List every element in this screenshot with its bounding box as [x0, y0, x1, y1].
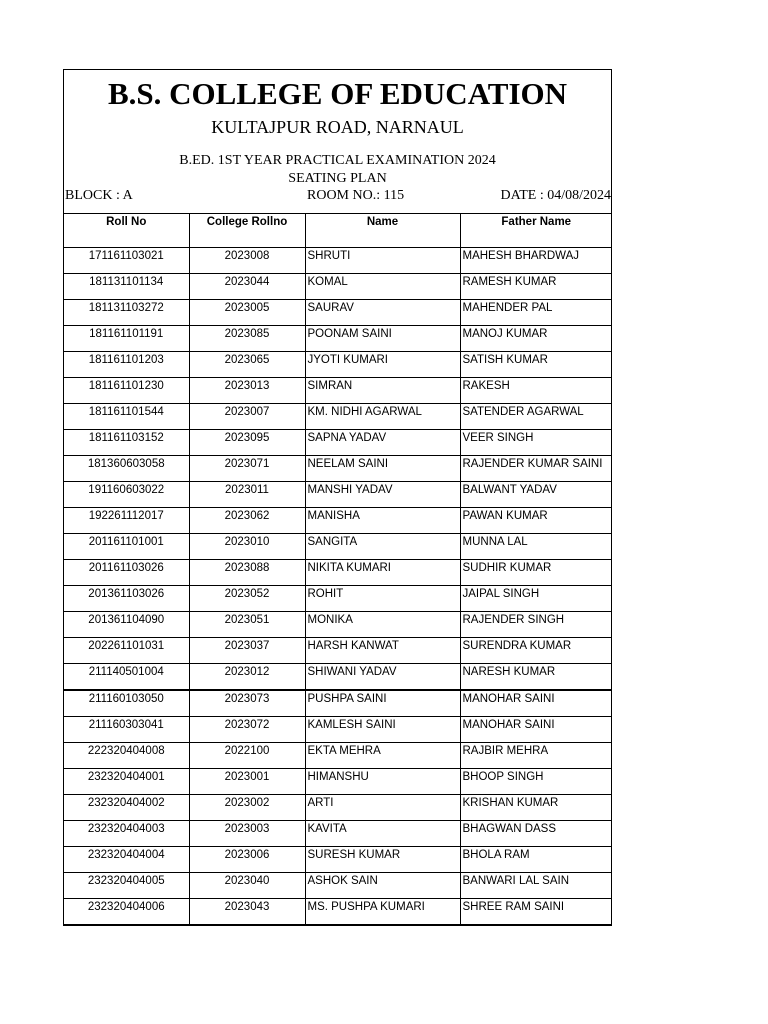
- name-cell: KOMAL: [305, 274, 460, 300]
- college-rollno-cell: 2023044: [189, 274, 305, 300]
- father-name-cell: BALWANT YADAV: [460, 482, 612, 508]
- table-row: [64, 326, 612, 352]
- table-row: [64, 743, 612, 769]
- roll-no-cell: 211160303041: [64, 717, 189, 743]
- father-name-cell: SUDHIR KUMAR: [460, 560, 612, 586]
- table-row: [64, 560, 612, 586]
- college-rollno-cell: 2023003: [189, 821, 305, 847]
- name-cell: SAURAV: [305, 300, 460, 326]
- name-cell: SANGITA: [305, 534, 460, 560]
- father-name-cell: MUNNA LAL: [460, 534, 612, 560]
- roll-no-cell: 191160603022: [64, 482, 189, 508]
- college-rollno-cell: 2023095: [189, 430, 305, 456]
- college-title: B.S. COLLEGE OF EDUCATION: [107, 76, 568, 111]
- table-row: [64, 508, 612, 534]
- college-rollno-cell: 2023007: [189, 404, 305, 430]
- name-cell: KM. NIDHI AGARWAL: [305, 404, 460, 430]
- name-cell: SURESH KUMAR: [305, 847, 460, 873]
- college-rollno-cell: 2023062: [189, 508, 305, 534]
- column-header-college-rollno: College Rollno: [189, 214, 305, 248]
- father-name-cell: SATENDER AGARWAL: [460, 404, 612, 430]
- college-address: KULTAJPUR ROAD, NARNAUL: [211, 117, 464, 137]
- college-rollno-cell: 2023013: [189, 378, 305, 404]
- father-name-cell: JAIPAL SINGH: [460, 586, 612, 612]
- plan-title: SEATING PLAN: [288, 171, 387, 186]
- table-row: [64, 899, 612, 926]
- roll-no-cell: 181131101134: [64, 274, 189, 300]
- father-name-cell: BANWARI LAL SAIN: [460, 873, 612, 899]
- college-rollno-cell: 2022100: [189, 743, 305, 769]
- roll-no-cell: 181161103152: [64, 430, 189, 456]
- father-name-cell: BHOLA RAM: [460, 847, 612, 873]
- table-header-row: [64, 214, 612, 248]
- table-row: [64, 769, 612, 795]
- roll-no-cell: 201161103026: [64, 560, 189, 586]
- table-row: [64, 534, 612, 560]
- college-rollno-cell: 2023006: [189, 847, 305, 873]
- table-row: [64, 300, 612, 326]
- name-cell: KAMLESH SAINI: [305, 717, 460, 743]
- table-row: [64, 690, 612, 717]
- table-row: [64, 795, 612, 821]
- name-cell: SIMRAN: [305, 378, 460, 404]
- father-name-cell: MAHESH BHARDWAJ: [460, 248, 612, 274]
- roll-no-cell: 181131103272: [64, 300, 189, 326]
- college-rollno-cell: 2023010: [189, 534, 305, 560]
- name-cell: HIMANSHU: [305, 769, 460, 795]
- college-rollno-cell: 2023001: [189, 769, 305, 795]
- father-name-cell: MAHENDER PAL: [460, 300, 612, 326]
- block-label: BLOCK : A: [65, 188, 133, 203]
- roll-no-cell: 181161101203: [64, 352, 189, 378]
- father-name-cell: BHOOP SINGH: [460, 769, 612, 795]
- college-rollno-cell: 2023011: [189, 482, 305, 508]
- table-row: [64, 612, 612, 638]
- father-name-cell: RAJENDER KUMAR SAINI: [460, 456, 612, 482]
- roll-no-cell: 201161101001: [64, 534, 189, 560]
- father-name-cell: RAMESH KUMAR: [460, 274, 612, 300]
- father-name-cell: SHREE RAM SAINI: [460, 899, 612, 926]
- table-row: [64, 482, 612, 508]
- roll-no-cell: 171161103021: [64, 248, 189, 274]
- table-row: [64, 352, 612, 378]
- roll-no-cell: 202261101031: [64, 638, 189, 664]
- father-name-cell: MANOHAR SAINI: [460, 717, 612, 743]
- college-rollno-cell: 2023005: [189, 300, 305, 326]
- father-name-cell: RAJENDER SINGH: [460, 612, 612, 638]
- roll-no-cell: 192261112017: [64, 508, 189, 534]
- table-body: [64, 248, 612, 926]
- roll-no-cell: 232320404001: [64, 769, 189, 795]
- roll-no-cell: 232320404003: [64, 821, 189, 847]
- college-rollno-cell: 2023008: [189, 248, 305, 274]
- seating-plan-sheet: [63, 69, 612, 926]
- name-cell: SHRUTI: [305, 248, 460, 274]
- name-cell: MANSHI YADAV: [305, 482, 460, 508]
- father-name-cell: MANOHAR SAINI: [460, 690, 612, 717]
- name-cell: HARSH KANWAT: [305, 638, 460, 664]
- father-name-cell: PAWAN KUMAR: [460, 508, 612, 534]
- father-name-cell: SATISH KUMAR: [460, 352, 612, 378]
- roll-no-cell: 211160103050: [64, 690, 189, 717]
- name-cell: ROHIT: [305, 586, 460, 612]
- name-cell: SAPNA YADAV: [305, 430, 460, 456]
- name-cell: MS. PUSHPA KUMARI: [305, 899, 460, 926]
- table-row: [64, 404, 612, 430]
- roll-no-cell: 222320404008: [64, 743, 189, 769]
- seating-table: [64, 213, 612, 926]
- table-row: [64, 248, 612, 274]
- table-row: [64, 378, 612, 404]
- name-cell: POONAM SAINI: [305, 326, 460, 352]
- name-cell: KAVITA: [305, 821, 460, 847]
- table-row: [64, 274, 612, 300]
- name-cell: EKTA MEHRA: [305, 743, 460, 769]
- father-name-cell: RAJBIR MEHRA: [460, 743, 612, 769]
- roll-no-cell: 181161101230: [64, 378, 189, 404]
- college-rollno-cell: 2023065: [189, 352, 305, 378]
- college-rollno-cell: 2023002: [189, 795, 305, 821]
- roll-no-cell: 232320404006: [64, 899, 189, 926]
- name-cell: MANISHA: [305, 508, 460, 534]
- meta-row: [64, 187, 611, 213]
- table-row: [64, 821, 612, 847]
- father-name-cell: RAKESH: [460, 378, 612, 404]
- table-row: [64, 847, 612, 873]
- college-rollno-cell: 2023052: [189, 586, 305, 612]
- college-rollno-cell: 2023012: [189, 664, 305, 691]
- column-header-father-name: Father Name: [460, 214, 612, 248]
- father-name-cell: KRISHAN KUMAR: [460, 795, 612, 821]
- table-row: [64, 717, 612, 743]
- college-rollno-cell: 2023043: [189, 899, 305, 926]
- roll-no-cell: 232320404004: [64, 847, 189, 873]
- college-rollno-cell: 2023072: [189, 717, 305, 743]
- father-name-cell: MANOJ KUMAR: [460, 326, 612, 352]
- table-row: [64, 456, 612, 482]
- father-name-cell: NARESH KUMAR: [460, 664, 612, 691]
- name-cell: PUSHPA SAINI: [305, 690, 460, 717]
- roll-no-cell: 181360603058: [64, 456, 189, 482]
- roll-no-cell: 232320404005: [64, 873, 189, 899]
- father-name-cell: BHAGWAN DASS: [460, 821, 612, 847]
- college-rollno-cell: 2023073: [189, 690, 305, 717]
- name-cell: MONIKA: [305, 612, 460, 638]
- roll-no-cell: 232320404002: [64, 795, 189, 821]
- name-cell: JYOTI KUMARI: [305, 352, 460, 378]
- name-cell: ARTI: [305, 795, 460, 821]
- name-cell: NEELAM SAINI: [305, 456, 460, 482]
- table-row: [64, 664, 612, 691]
- roll-no-cell: 181161101191: [64, 326, 189, 352]
- roll-no-cell: 201361104090: [64, 612, 189, 638]
- column-header-name: Name: [305, 214, 460, 248]
- college-rollno-cell: 2023037: [189, 638, 305, 664]
- college-rollno-cell: 2023051: [189, 612, 305, 638]
- name-cell: NIKITA KUMARI: [305, 560, 460, 586]
- table-row: [64, 430, 612, 456]
- college-rollno-cell: 2023071: [189, 456, 305, 482]
- name-cell: SHIWANI YADAV: [305, 664, 460, 691]
- name-cell: ASHOK SAIN: [305, 873, 460, 899]
- column-header-roll-no: Roll No: [64, 214, 189, 248]
- college-rollno-cell: 2023040: [189, 873, 305, 899]
- room-label: ROOM NO.: 115: [307, 188, 405, 203]
- college-rollno-cell: 2023088: [189, 560, 305, 586]
- date-label: DATE : 04/08/2024: [500, 188, 611, 203]
- table-row: [64, 586, 612, 612]
- table-row: [64, 638, 612, 664]
- college-rollno-cell: 2023085: [189, 326, 305, 352]
- table-row: [64, 873, 612, 899]
- roll-no-cell: 201361103026: [64, 586, 189, 612]
- roll-no-cell: 181161101544: [64, 404, 189, 430]
- father-name-cell: VEER SINGH: [460, 430, 612, 456]
- roll-no-cell: 211140501004: [64, 664, 189, 691]
- father-name-cell: SURENDRA KUMAR: [460, 638, 612, 664]
- exam-title: B.ED. 1ST YEAR PRACTICAL EXAMINATION 2024: [179, 153, 496, 168]
